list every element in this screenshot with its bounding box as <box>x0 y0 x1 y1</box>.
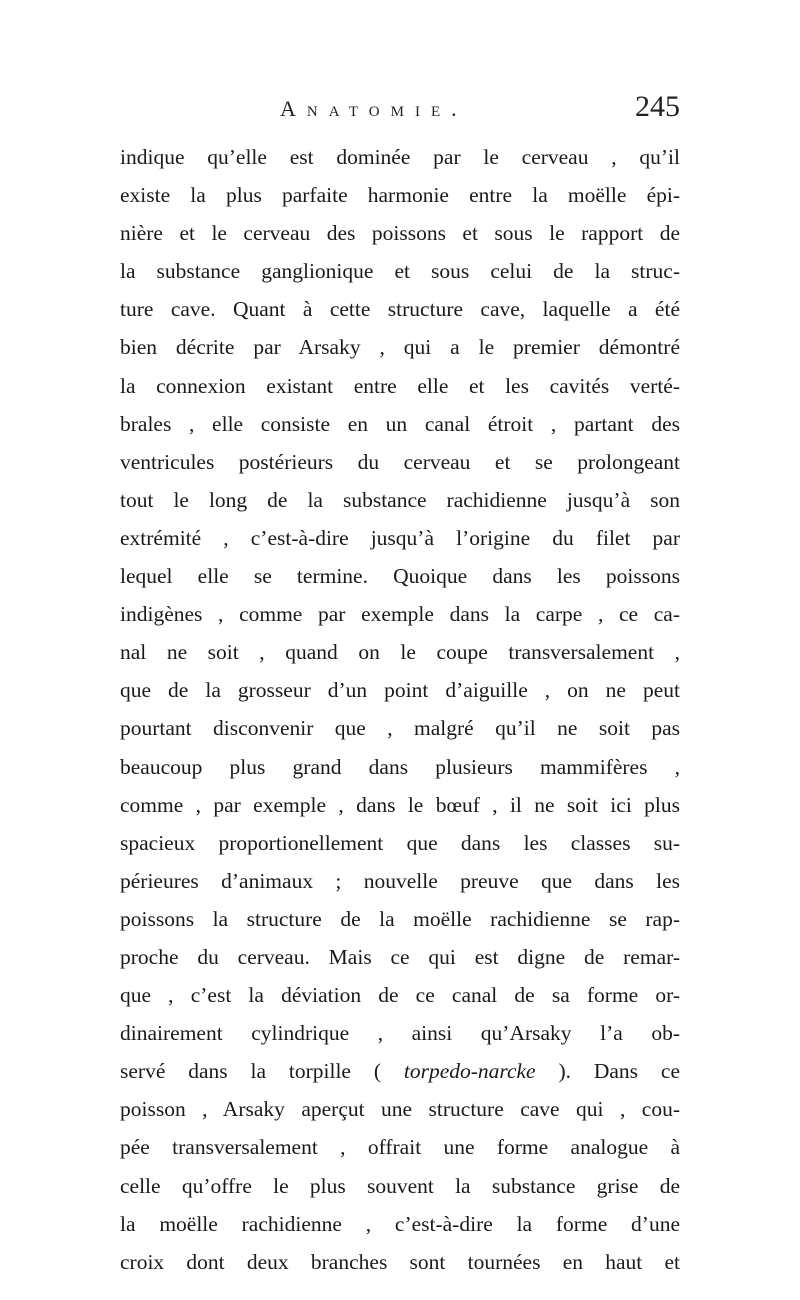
text-line: extrémité , c’est-à-dire jusqu’à l’origine du filet par <box>120 525 680 550</box>
running-title: Anatomie. <box>280 96 468 121</box>
text-line: que de la grosseur d’un point d’aiguille , on ne peut <box>120 678 680 703</box>
running-head <box>120 90 680 136</box>
text-line: la moëlle rachidienne , c’est-à-dire la forme d’une <box>120 1211 680 1236</box>
latin-name: torpedo-narcke <box>403 1059 536 1084</box>
text-segment: ). Dans ce <box>535 1059 680 1084</box>
text-line: ture cave. Quant à cette structure cave, laquelle a été <box>120 297 680 322</box>
text-line: périeures d’animaux ; nouvelle preuve que dans les <box>120 868 680 893</box>
text-line: que , c’est la déviation de ce canal de sa forme or- <box>120 983 680 1008</box>
text-line: la connexion existant entre elle et les cavités verté- <box>120 373 680 398</box>
text-line-torpille <box>120 1052 680 1090</box>
text-line: poissons la structure de la moëlle rachidienne se rap- <box>120 906 680 931</box>
text-line: bien décrite par Arsaky , qui a le premier démontré <box>120 335 680 360</box>
text-line: comme , par exemple , dans le bœuf , il ne soit ici plus <box>120 792 680 817</box>
text-line: pourtant disconvenir que , malgré qu’il ne soit pas <box>120 716 680 741</box>
text-line: poisson , Arsaky aperçut une structure cave qui , cou- <box>120 1097 680 1122</box>
text-line: proche du cerveau. Mais ce qui est digne de remar- <box>120 944 680 969</box>
text-line: beaucoup plus grand dans plusieurs mammifères , <box>120 754 680 779</box>
text-line: indigènes , comme par exemple dans la carpe , ce ca- <box>120 602 680 627</box>
text-line: lequel elle se termine. Quoique dans les poissons <box>120 564 680 589</box>
text-segment: servé dans la torpille ( <box>120 1059 404 1084</box>
text-line: ventricules postérieurs du cerveau et se prolongeant <box>120 449 680 474</box>
text-line: brales , elle consiste en un canal étroit , partant des <box>120 411 680 436</box>
text-line: tout le long de la substance rachidienne jusqu’à son <box>120 487 680 512</box>
text-line: croix dont deux branches sont tournées en haut et <box>120 1249 680 1274</box>
body-text <box>120 138 680 1281</box>
text-line: indique qu’elle est dominée par le cerveau , qu’il <box>120 145 680 169</box>
text-line: pée transversalement , offrait une forme analogue à <box>120 1135 680 1160</box>
text-line: nière et le cerveau des poissons et sous le rapport de <box>120 221 680 246</box>
text-line: la substance ganglionique et sous celui de la struc- <box>120 259 680 284</box>
text-line: spacieux proportionellement que dans les classes su- <box>120 830 680 855</box>
text-line: dinairement cylindrique , ainsi qu’Arsaky l’a ob- <box>120 1021 680 1046</box>
text-line: nal ne soit , quand on le coupe transversalement , <box>120 640 680 665</box>
text-line: celle qu’offre le plus souvent la substance grise de <box>120 1173 680 1198</box>
page-number: 245 <box>635 90 680 123</box>
text-line: existe la plus parfaite harmonie entre la moëlle épi- <box>120 183 680 208</box>
